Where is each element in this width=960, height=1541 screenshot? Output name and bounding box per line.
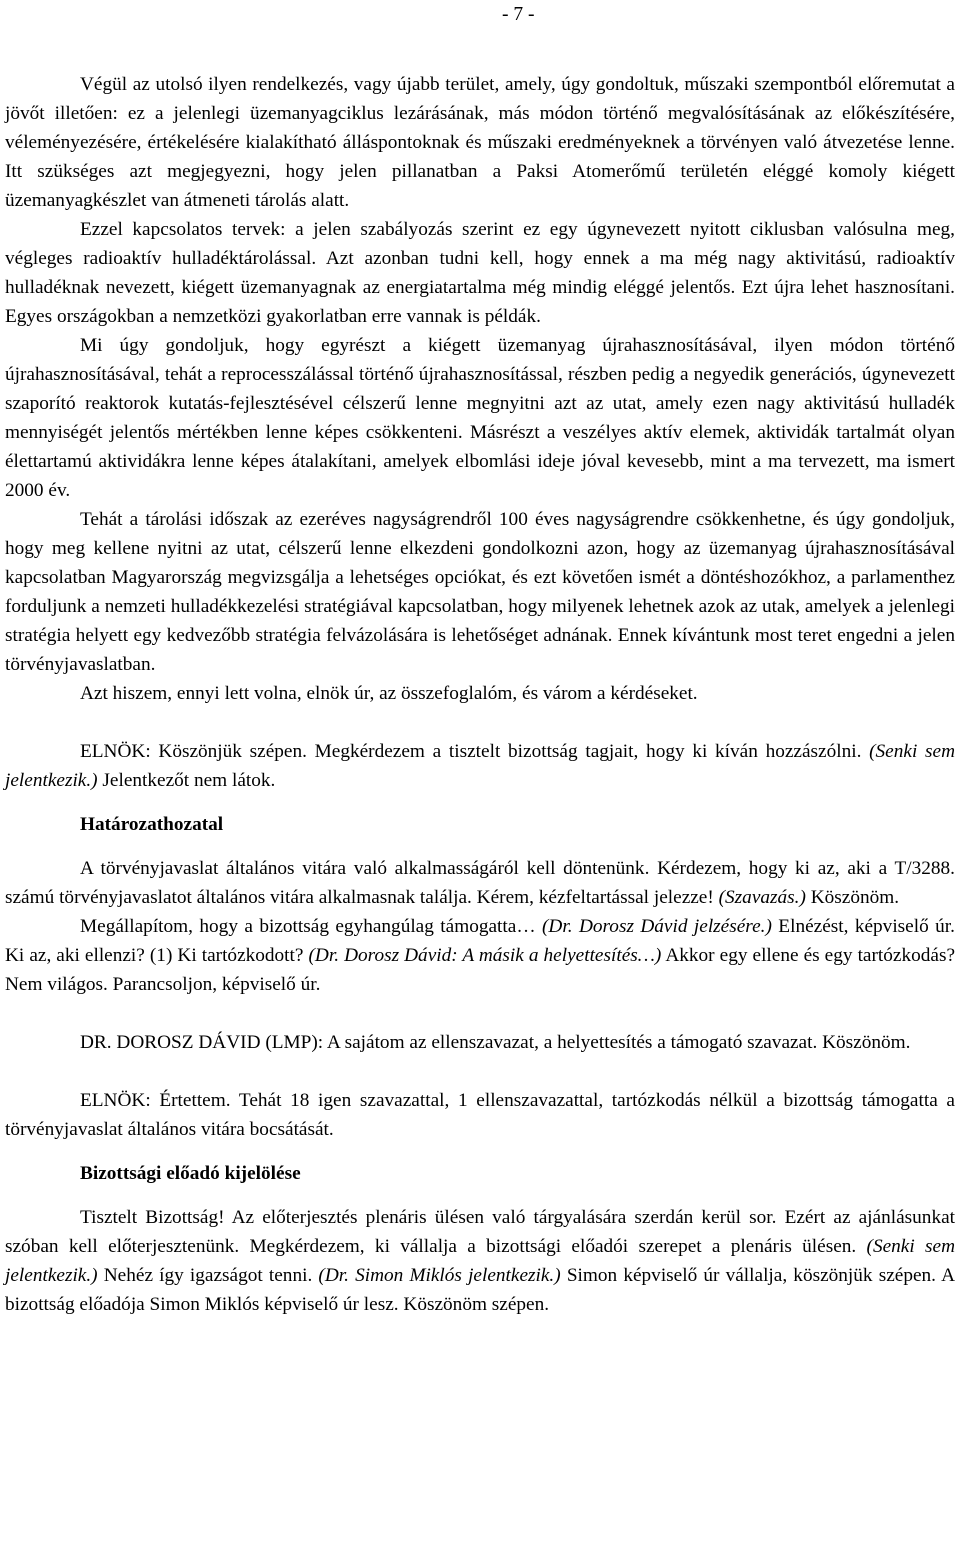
text-run: Elnézést, képviselő úr. Ki az, aki ellenzi? (1) Ki tartózkodott? xyxy=(5,916,955,966)
speaker-paragraph-elnok: ELNÖK: Értettem. Tehát 18 igen szavazattal, 1 ellenszavazattal, tartózkodás nélkül a bizottság támogatta a törvényjavaslat általános vitára bocsátását. xyxy=(5,1090,955,1140)
paragraph xyxy=(5,854,955,912)
paragraph xyxy=(5,1203,955,1319)
paragraph: Végül az utolsó ilyen rendelkezés, vagy újabb terület, amely, úgy gondoltuk, műszaki szempontból előremutat a jövőt illetően: ez a jelenlegi üzemanyagciklus lezárásának, más módon történő megvalósításának az előkészítésére, véleményezésére, értékelésére kialakítható álláspontoknak és műszaki eredményeknek a törvényen való átvezetése lenne. Itt szükséges azt megjegyezni, hogy jelen pillanatban a Paksi Atomerőmű területén eléggé komoly kiégett üzemanyagkészlet van átmeneti tárolás alatt. xyxy=(5,74,955,211)
text-run: Nehéz így igazságot tenni. xyxy=(97,1265,319,1286)
text-run: Jelentkezőt nem látok. xyxy=(97,770,276,791)
speaker-paragraph-dorosz: DR. DOROSZ DÁVID (LMP): A sajátom az ellenszavazat, a helyettesítés a támogató szavazat. Köszönöm. xyxy=(80,1032,911,1053)
paragraph xyxy=(5,912,955,999)
section-heading: Határozathozatal xyxy=(80,814,224,835)
text-run: Simon képviselő úr vállalja, köszönjük szépen. A bizottság előadója Simon Miklós képviselő úr lesz. Köszönöm szépen. xyxy=(5,1265,955,1315)
paragraph: Tehát a tárolási időszak az ezeréves nagyságrendről 100 éves nagyságrendre csökkenhetne, és úgy gondoljuk, hogy meg kellene nyitni az utat, célszerű lenne elkezdeni gondolkozni azon, hogy az üzemanyag újrahasznosításával kapcsolatban Magyarország megvizsgálja a lehetséges opciókat, és ezt követően ismét a döntéshozókhoz, a parlamenthez forduljunk a nemzeti hulladékkezelési stratégiával kapcsolatban, hogy milyenek lehetnek azok az utak, amelyek a jelenlegi stratégia helyett egy kedvezőbb stratégia felvázolására is lehetőséget adnának. Ennek kívántunk most teret engedni a jelen törvényjavaslatban. xyxy=(5,509,955,675)
text-run: ELNÖK: Köszönjük szépen. Megkérdezem a tisztelt bizottság tagjait, hogy ki kíván hozzászólni. xyxy=(80,741,870,762)
text-run: Akkor egy ellene és egy tartózkodás? Nem világos. Parancsoljon, képviselő úr. xyxy=(5,945,956,995)
paragraph: Mi úgy gondoljuk, hogy egyrészt a kiégett üzemanyag újrahasznosításával, ilyen módon történő újrahasznosításával, tehát a reprocesszálással történő újrahasznosítással, részben pedig a negyedik generációs, úgynevezett szaporító reaktorok kutatás-fejlesztésével célszerű lenne megnyitni azt az utat, amely ezen nagy aktivitású hulladék mennyiségét jelentős mértékben lenne képes csökkenteni. Másrészt a veszélyes aktív elemek, aktividák tartalmát olyan élettartamú aktividákra lenne képes átalakítani, amelyek elbomlási ideje jóval kevesebb, mint a ma tervezett, ma ismert 2000 év. xyxy=(5,335,955,501)
document-body xyxy=(5,70,955,1319)
text-run: Megállapítom, hogy a bizottság egyhangúlag támogatta… xyxy=(80,916,543,937)
speaker-paragraph-elnok xyxy=(5,737,955,795)
stage-direction: (Szavazás.) xyxy=(718,887,806,908)
stage-direction: (Dr. Dorosz Dávid: A másik a helyettesítés…) xyxy=(308,945,662,966)
page-number: - 7 - xyxy=(502,4,535,25)
stage-direction: (Dr. Simon Miklós jelentkezik.) xyxy=(318,1265,561,1286)
paragraph: Ezzel kapcsolatos tervek: a jelen szabályozás szerint ez egy úgynevezett nyitott ciklusban valósulna meg, végleges radioaktív hulladéktárolással. Azt azonban tudni kell, hogy ennek a ma még nagy aktivitású, radioaktív hulladéknak nevezett, kiégett üzemanyagnak az energiatartalma még mindig eléggé jelentős. Ezt újra lehet hasznosítani. Egyes országokban a nemzetközi gyakorlatban erre vannak is példák. xyxy=(5,219,955,327)
text-run: Tisztelt Bizottság! Az előterjesztés plenáris ülésen való tárgyalására szerdán kerül sor. Ezért az ajánlásunkat szóban kell előterjesztenünk. Megkérdezem, ki vállalja a bizottsági előadói szerepet a plenáris ülésen. xyxy=(5,1207,955,1257)
stage-direction: (Senki sem jelentkezik.) xyxy=(5,741,955,791)
section-heading: Bizottsági előadó kijelölése xyxy=(80,1163,301,1184)
stage-direction: (Dr. Dorosz Dávid jelzésére.) xyxy=(542,916,772,937)
text-run: Köszönöm. xyxy=(805,887,900,908)
text-run: A törvényjavaslat általános vitára való alkalmasságáról kell döntenünk. Kérdezem, hogy ki az, aki a T/3288. számú törvényjavaslatot általános vitára alkalmasnak találja. Kérem, kézfeltartással jelezze! xyxy=(5,858,955,908)
stage-direction: (Senki sem jelentkezik.) xyxy=(5,1236,955,1286)
paragraph: Azt hiszem, ennyi lett volna, elnök úr, az összefoglalóm, és várom a kérdéseket. xyxy=(80,683,698,704)
